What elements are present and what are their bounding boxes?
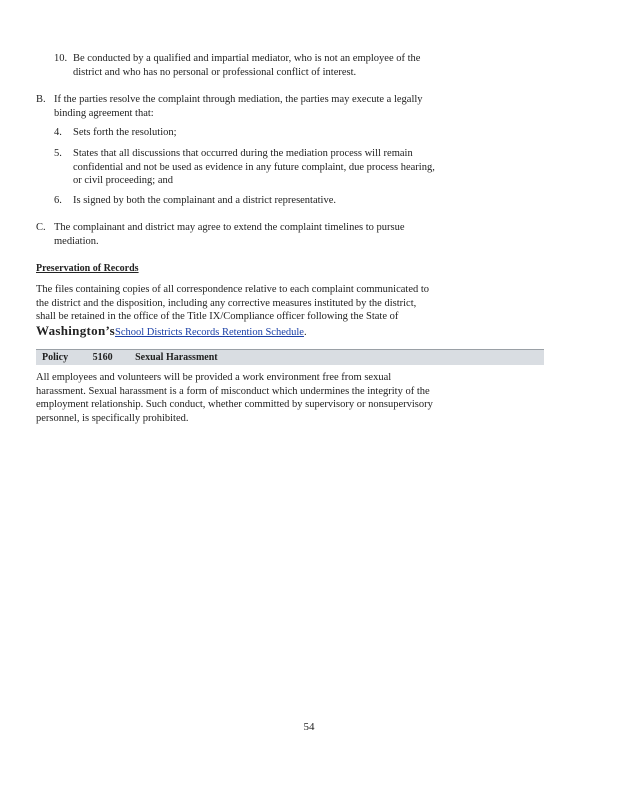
item-text-line: Be conducted by a qualified and impartial mediator, who is not an employee of the: [73, 53, 421, 64]
policy-paragraph: [36, 371, 536, 425]
state-name: Washington’s: [36, 322, 115, 338]
paragraph-line: [36, 324, 526, 340]
item-text-line: States that all discussions that occurred during the mediation process will remain: [73, 148, 413, 159]
paragraph-line: harassment. Sexual harassment is a form of misconduct which undermines the integrity of the: [36, 385, 430, 397]
item-number: 6.: [54, 195, 62, 206]
section-heading: Preservation of Records: [36, 263, 139, 274]
item-text-line: binding agreement that:: [54, 107, 154, 119]
policy-title: Sexual Harassment: [135, 352, 218, 363]
item-text-line: If the parties resolve the complaint through mediation, the parties may execute a legally: [54, 94, 423, 105]
item-text-line: Is signed by both the complainant and a district representative.: [73, 195, 337, 206]
item-text-line: district and who has no personal or professional conflict of interest.: [73, 66, 357, 78]
policy-label: Policy: [42, 352, 69, 363]
item-text-line: Sets forth the resolution;: [73, 127, 177, 138]
item-number: 4.: [54, 127, 62, 138]
records-retention-schedule-link[interactable]: School Districts Records Retention Schedule: [114, 326, 304, 338]
paragraph-line: shall be retained in the office of the Title IX/Compliance officer following the State of: [36, 311, 399, 322]
item-number: 10.: [54, 53, 68, 64]
policy-header-bar: [36, 349, 544, 365]
paragraph-line: the district and the disposition, including any corrective measures instituted by the district,: [36, 297, 417, 309]
paragraph-line: personnel, is specifically prohibited.: [36, 412, 189, 424]
item-text-line: mediation.: [54, 235, 99, 247]
paragraph-line: All employees and volunteers will be provided a work environment free from sexual: [36, 372, 392, 383]
policy-number: 5160: [92, 352, 113, 363]
item-number: 5.: [54, 148, 62, 159]
item-text-line: The complainant and district may agree to extend the complaint timelines to pursue: [54, 222, 405, 233]
item-number: B.: [36, 94, 46, 105]
item-number: C.: [36, 222, 46, 233]
paragraph-line: The files containing copies of all correspondence relative to each complaint communicated to: [36, 284, 430, 295]
page-number: 54: [303, 721, 315, 733]
item-text-line: or civil proceeding; and: [73, 175, 174, 186]
item-text-line: confidential and not be used as evidence in any future complaint, due process hearing,: [73, 161, 435, 173]
sentence-end: .: [303, 326, 307, 338]
preservation-paragraph: [36, 283, 526, 339]
paragraph-line: employment relationship. Such conduct, whether committed by supervisory or nonsupervisory: [36, 399, 433, 410]
